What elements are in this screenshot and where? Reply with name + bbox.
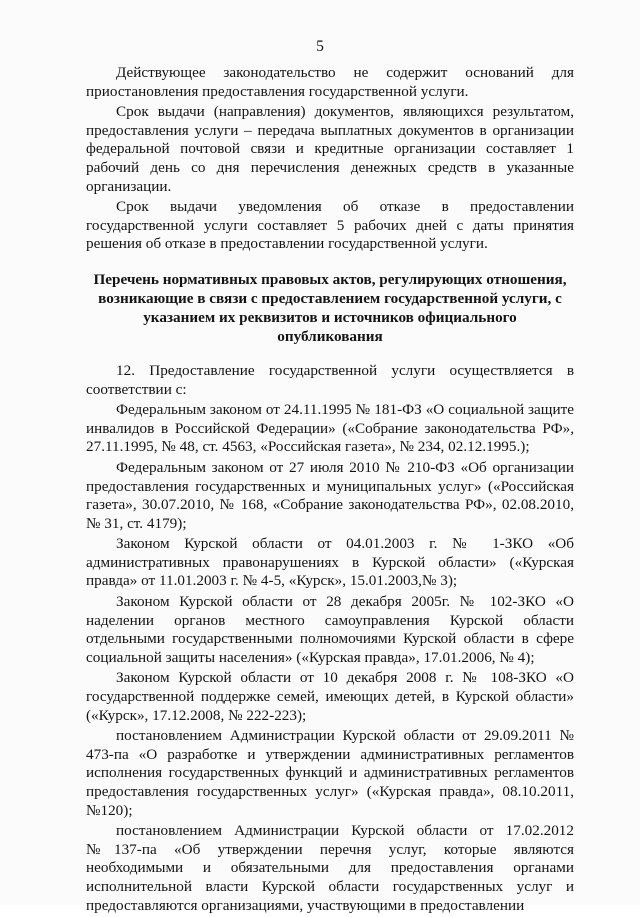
paragraph-law-210: Федеральным законом от 27 июля 2010 № 210-ФЗ «Об организации предоставления государственных и муниципальных услуг» («Российская газета», 30.07.2010, № 168, «Собрание законодательства РФ», 02.08.2010, № 31, ст. 4179);: [86, 458, 574, 532]
document-body: [86, 64, 574, 917]
section-heading: Перечень нормативных правовых актов, регулирующих отношения, возникающие в связи с предоставлением государственной услуги, с указанием их реквизитов и источников официального опубликования: [93, 270, 567, 345]
paragraph-resolution-473: постановлением Администрации Курской области от 29.09.2011 № 473-па «О разработке и утверждении административных регламентов исполнения государственных функций и административных регламентов предоставления государственных услуг» («Курская правда», 08.10.2011, №120);: [86, 727, 574, 819]
paragraph-law-181: Федеральным законом от 24.11.1995 № 181-ФЗ «О социальной защите инвалидов в Российской Федерации» («Собрание законодательства РФ», 27.11.1995, № 48, ст. 4563, «Российская газета», № 234, 02.12.1995.);: [86, 401, 574, 456]
paragraph-law-108-zko: Законом Курской области от 10 декабря 2008 г. № 108-ЗКО «О государственной поддержке семей, имеющих детей, в Курской области» («Курск», 17.12.2008, № 222-223);: [86, 669, 574, 724]
paragraph-refusal-term: Срок выдачи уведомления об отказе в предоставлении государственной услуги составляет 5 рабочих дней с даты принятия решения об отказе в предоставлении государственной услуги.: [86, 198, 574, 253]
paragraph-resolution-137: постановлением Администрации Курской области от 17.02.2012 №137-па «Об утверждении перечня услуг, которые являются необходимыми и обязательными для предоставления органами исполнительной власти Курской области государственных услуг и предоставляются организациями, участвующими в предоставлении: [86, 822, 574, 914]
paragraph-item-12: 12. Предоставление государственной услуги осуществляется в соответствии с:: [86, 361, 574, 398]
paragraph-suspension-grounds: Действующее законодательство не содержит оснований для приостановления предоставления государственной услуги.: [86, 64, 574, 100]
page-number: 5: [316, 38, 324, 55]
paragraph-law-102-zko: Законом Курской области от 28 декабря 2005г. № 102-ЗКО «О наделении органов местного самоуправления Курской области отдельными государственными полномочиями Курской области в сфере социальной защиты населения» («Курская правда», 17.01.2006, № 4);: [86, 593, 574, 666]
paragraph-law-1-zko: Законом Курской области от 04.01.2003 г. № 1-ЗКО «Об административных правонарушениях в Курской области» («Курская правда» от 11.01.2003 г. № 4-5, «Курск», 15.01.2003,№ 3);: [86, 535, 574, 590]
paragraph-issue-term: Срок выдачи (направления) документов, являющихся результатом, предоставления услуги – передача выплатных документов в организации федеральной почтовой связи и кредитные организации составляет 1 рабочий день со дня перечисления денежных средств в указанные организации.: [86, 103, 574, 195]
